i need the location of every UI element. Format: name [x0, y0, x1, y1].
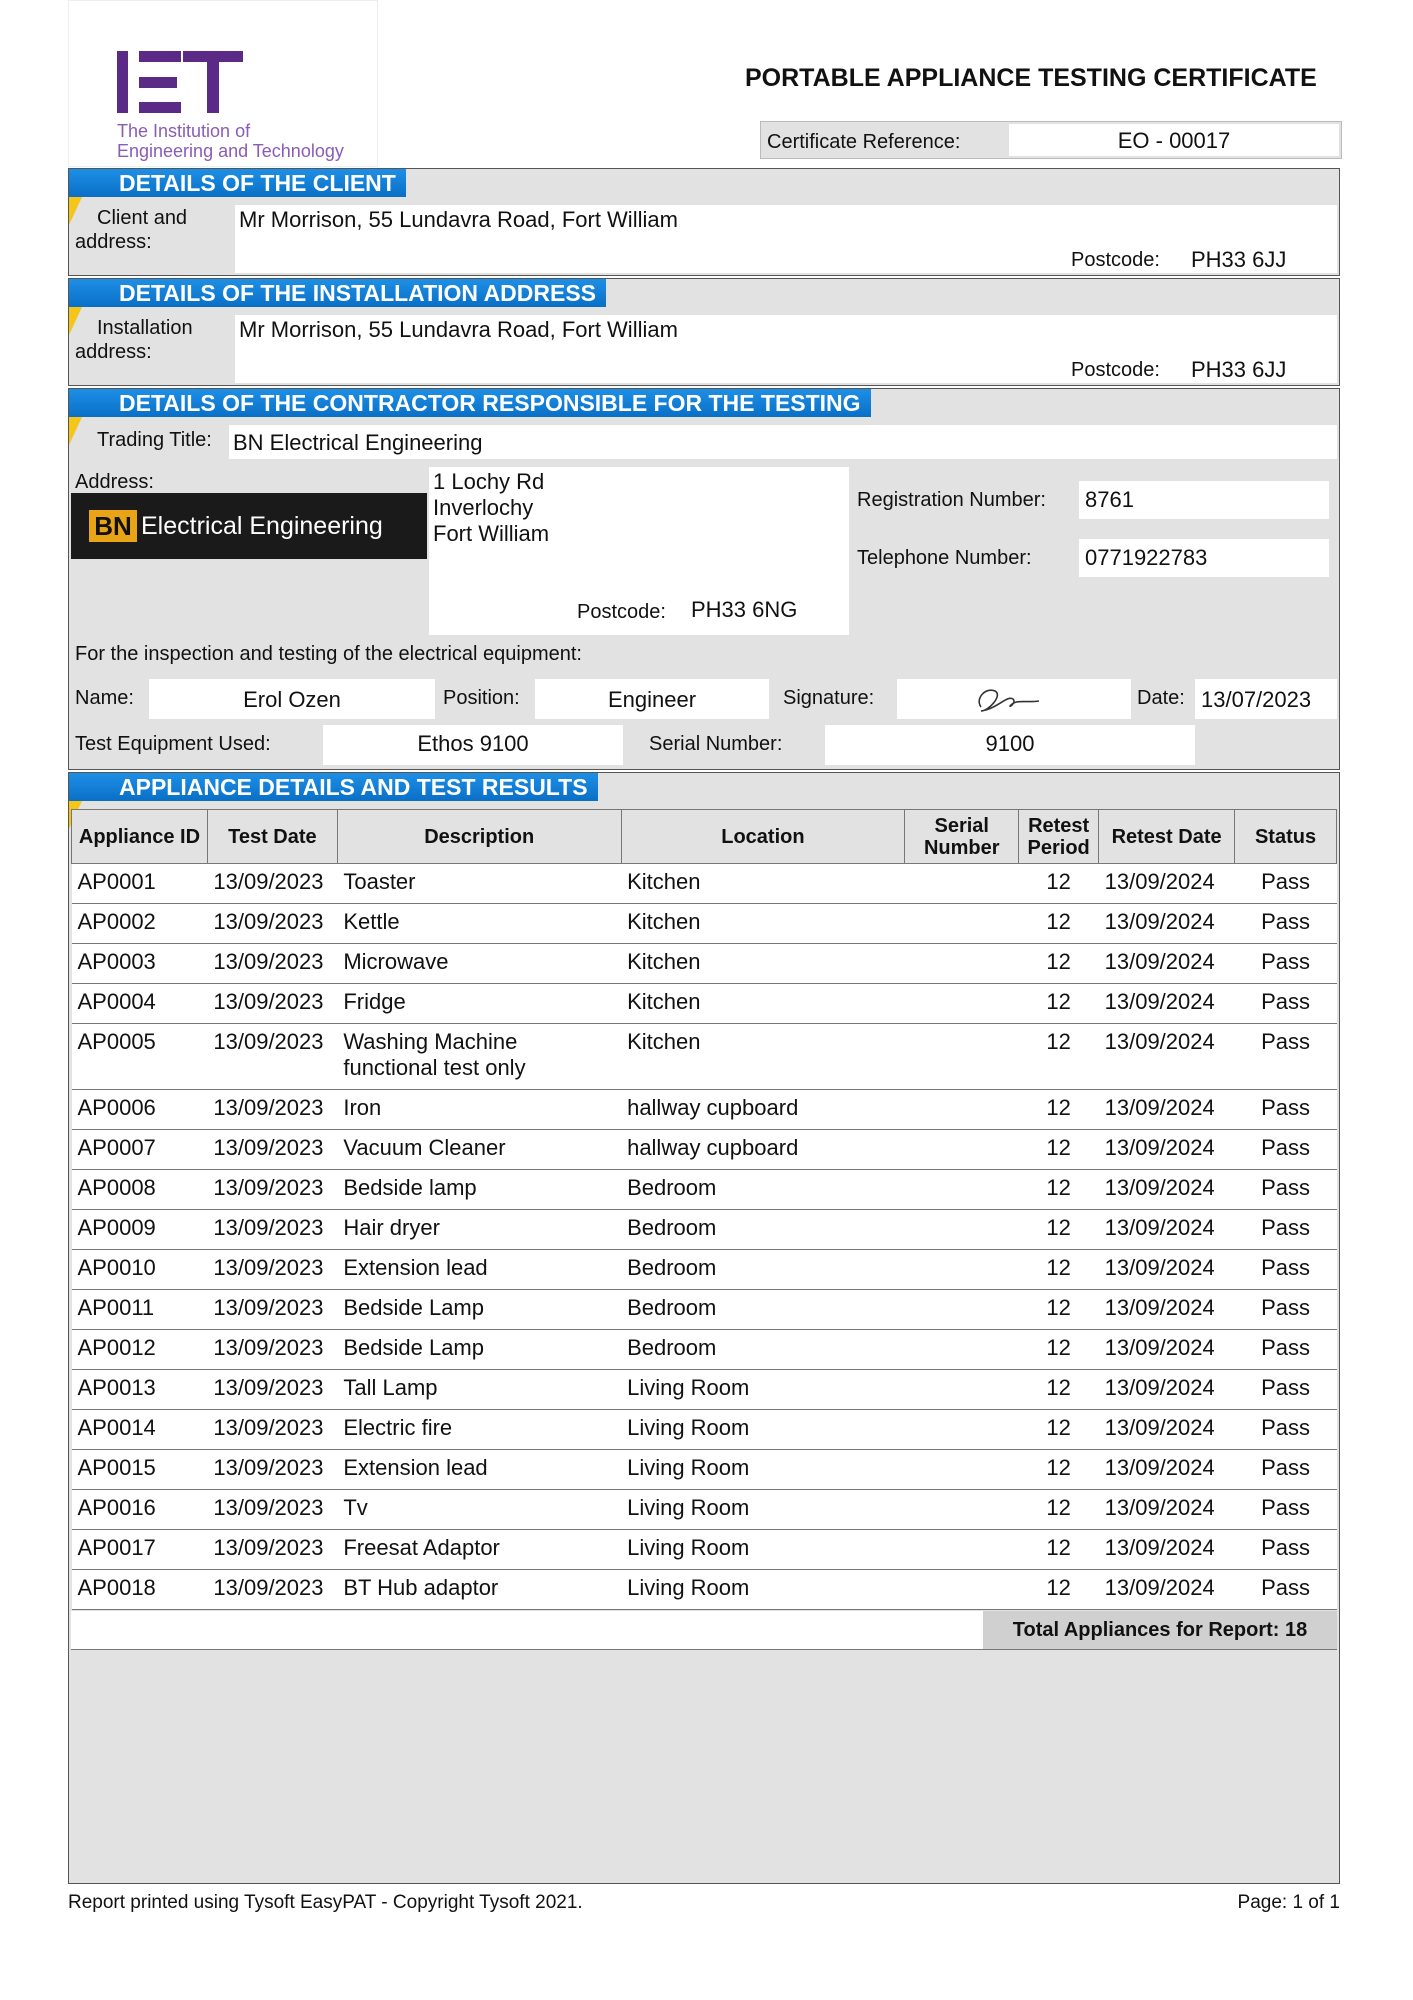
- results-section-title: APPLIANCE DETAILS AND TEST RESULTS: [69, 773, 598, 801]
- cell-location: Living Room: [621, 1570, 905, 1610]
- iet-logo-mark: [117, 49, 247, 115]
- cell-appliance-id: AP0010: [72, 1250, 208, 1290]
- header-serial-line-2: Number: [923, 836, 1000, 859]
- cell-appliance-id: AP0014: [72, 1410, 208, 1450]
- contractor-postcode: PH33 6NG: [691, 597, 798, 622]
- equipment-value: Ethos 9100: [417, 731, 529, 756]
- serial-value: 9100: [985, 731, 1035, 756]
- cell-retest-period: 12: [1019, 1450, 1099, 1490]
- cell-appliance-id: AP0017: [72, 1530, 208, 1570]
- cell-appliance-id: AP0001: [72, 864, 208, 904]
- client-section: [68, 168, 1340, 276]
- cell-status: Pass: [1235, 1330, 1337, 1370]
- header-period-line-2: Period: [1027, 836, 1090, 859]
- cell-test-date: 13/09/2023: [207, 1090, 337, 1130]
- cell-description: Extension lead: [337, 1250, 621, 1290]
- cell-test-date: 13/09/2023: [207, 1530, 337, 1570]
- name-label: Name:: [75, 687, 134, 709]
- cell-retest-date: 13/09/2024: [1099, 864, 1235, 904]
- serial-field: [825, 725, 1195, 765]
- telephone-value: 0771922783: [1085, 545, 1208, 570]
- cell-retest-date: 13/09/2024: [1099, 904, 1235, 944]
- description-line-2: functional test only: [343, 1055, 526, 1080]
- cell-status: Pass: [1235, 864, 1337, 904]
- installation-label-2: address:: [75, 341, 152, 363]
- table-row: [72, 1490, 1337, 1530]
- cell-serial-number: [905, 1570, 1019, 1610]
- cell-retest-date: 13/09/2024: [1099, 944, 1235, 984]
- certificate-ref-field: [1009, 124, 1339, 156]
- cell-status: Pass: [1235, 1090, 1337, 1130]
- cell-description: Iron: [337, 1090, 621, 1130]
- cell-description: BT Hub adaptor: [337, 1570, 621, 1610]
- header-period-line-1: Retest: [1028, 814, 1090, 837]
- table-row: [72, 1210, 1337, 1250]
- cell-appliance-id: AP0013: [72, 1370, 208, 1410]
- cell-retest-period: 12: [1019, 1570, 1099, 1610]
- registration-label: Registration Number:: [857, 489, 1046, 511]
- cell-serial-number: [905, 904, 1019, 944]
- cell-retest-date: 13/09/2024: [1099, 1250, 1235, 1290]
- cell-test-date: 13/09/2023: [207, 1330, 337, 1370]
- cell-location: hallway cupboard: [621, 1130, 905, 1170]
- certificate-ref-label: Certificate Reference:: [767, 131, 961, 153]
- cell-retest-date: 13/09/2024: [1099, 1024, 1235, 1090]
- cell-description: Tall Lamp: [337, 1370, 621, 1410]
- client-label-1: Client and: [97, 207, 188, 229]
- results-section: [68, 772, 1340, 1884]
- cell-retest-period: 12: [1019, 1290, 1099, 1330]
- date-value: 13/07/2023: [1201, 687, 1312, 712]
- cell-location: Living Room: [621, 1450, 905, 1490]
- installation-label-1: Installation: [97, 317, 193, 339]
- client-label-2: address:: [75, 231, 152, 253]
- cell-status: Pass: [1235, 1450, 1337, 1490]
- position-label: Position:: [443, 687, 520, 709]
- cell-test-date: 13/09/2023: [207, 1130, 337, 1170]
- bn-logo-badge: BN: [89, 510, 137, 542]
- header-retest-date: Retest Date: [1099, 810, 1235, 864]
- installation-section-title: DETAILS OF THE INSTALLATION ADDRESS: [69, 279, 606, 307]
- cell-serial-number: [905, 1170, 1019, 1210]
- client-postcode-label: Postcode:: [1071, 249, 1160, 271]
- cell-serial-number: [905, 1530, 1019, 1570]
- cell-appliance-id: AP0004: [72, 984, 208, 1024]
- cell-test-date: 13/09/2023: [207, 1170, 337, 1210]
- cell-appliance-id: AP0015: [72, 1450, 208, 1490]
- cell-test-date: 13/09/2023: [207, 1250, 337, 1290]
- cell-location: Kitchen: [621, 1024, 905, 1090]
- trading-title-value: BN Electrical Engineering: [233, 430, 483, 455]
- cell-serial-number: [905, 984, 1019, 1024]
- cell-location: Living Room: [621, 1490, 905, 1530]
- cell-retest-period: 12: [1019, 1410, 1099, 1450]
- cell-retest-period: 12: [1019, 864, 1099, 904]
- inspection-note: For the inspection and testing of the electrical equipment:: [75, 643, 582, 665]
- cell-retest-period: 12: [1019, 944, 1099, 984]
- logo-line-1: The Institution of: [117, 121, 251, 141]
- cell-retest-date: 13/09/2024: [1099, 1530, 1235, 1570]
- installation-address-field: [235, 315, 1337, 383]
- cell-location: Bedroom: [621, 1250, 905, 1290]
- cell-status: Pass: [1235, 1210, 1337, 1250]
- cell-description: Bedside Lamp: [337, 1330, 621, 1370]
- table-row: [72, 1024, 1337, 1090]
- cell-description: Toaster: [337, 864, 621, 904]
- results-table: [71, 809, 1337, 1610]
- client-address-field: [235, 205, 1337, 273]
- cell-location: Living Room: [621, 1530, 905, 1570]
- cell-description: Kettle: [337, 904, 621, 944]
- serial-label: Serial Number:: [649, 733, 783, 755]
- table-row: [72, 944, 1337, 984]
- cell-test-date: 13/09/2023: [207, 944, 337, 984]
- cell-test-date: 13/09/2023: [207, 1290, 337, 1330]
- cell-appliance-id: AP0007: [72, 1130, 208, 1170]
- trading-title-field: [229, 425, 1337, 459]
- table-row: [72, 1250, 1337, 1290]
- cell-test-date: 13/09/2023: [207, 1570, 337, 1610]
- cell-location: Bedroom: [621, 1210, 905, 1250]
- cell-retest-period: 12: [1019, 1490, 1099, 1530]
- cell-location: Living Room: [621, 1370, 905, 1410]
- bn-logo-text: Electrical Engineering: [141, 512, 383, 540]
- cell-description: [337, 1024, 621, 1090]
- client-section-title: DETAILS OF THE CLIENT: [69, 169, 406, 197]
- cell-status: Pass: [1235, 1530, 1337, 1570]
- cell-description: Microwave: [337, 944, 621, 984]
- cell-appliance-id: AP0002: [72, 904, 208, 944]
- cell-serial-number: [905, 1370, 1019, 1410]
- cell-description: Tv: [337, 1490, 621, 1530]
- cell-location: Living Room: [621, 1410, 905, 1450]
- certificate-ref-value: EO - 00017: [1117, 128, 1231, 153]
- cell-retest-period: 12: [1019, 1130, 1099, 1170]
- header-serial-number: [905, 810, 1019, 864]
- cell-test-date: 13/09/2023: [207, 984, 337, 1024]
- cell-status: Pass: [1235, 1250, 1337, 1290]
- signature-label: Signature:: [783, 687, 875, 709]
- client-postcode: PH33 6JJ: [1191, 247, 1287, 272]
- table-row: [72, 1530, 1337, 1570]
- header-description: Description: [337, 810, 621, 864]
- registration-field: [1079, 481, 1329, 519]
- client-address: Mr Morrison, 55 Lundavra Road, Fort William: [239, 207, 678, 232]
- header-serial-line-1: Serial: [934, 814, 989, 837]
- table-row: [72, 1130, 1337, 1170]
- address-line-2: Inverlochy: [433, 495, 534, 520]
- date-label: Date:: [1137, 687, 1185, 709]
- cell-serial-number: [905, 1250, 1019, 1290]
- cell-test-date: 13/09/2023: [207, 1024, 337, 1090]
- cell-retest-period: 12: [1019, 1090, 1099, 1130]
- cell-status: Pass: [1235, 1290, 1337, 1330]
- name-field: [149, 679, 435, 719]
- certificate-ref-box: [760, 121, 1342, 159]
- address-label: Address:: [75, 471, 154, 493]
- cell-test-date: 13/09/2023: [207, 904, 337, 944]
- cell-appliance-id: AP0018: [72, 1570, 208, 1610]
- position-field: [535, 679, 769, 719]
- cell-location: Bedroom: [621, 1170, 905, 1210]
- cell-description: Freesat Adaptor: [337, 1530, 621, 1570]
- cell-retest-date: 13/09/2024: [1099, 1170, 1235, 1210]
- cell-description: Bedside lamp: [337, 1170, 621, 1210]
- contractor-section: [68, 388, 1340, 770]
- total-appliances: Total Appliances for Report: 18: [983, 1611, 1337, 1649]
- cell-location: Kitchen: [621, 904, 905, 944]
- cell-retest-period: 12: [1019, 1370, 1099, 1410]
- footer-printed-by: Report printed using Tysoft EasyPAT - Copyright Tysoft 2021.: [68, 1892, 583, 1913]
- table-header-row: [72, 810, 1337, 864]
- cell-test-date: 13/09/2023: [207, 1210, 337, 1250]
- cell-status: Pass: [1235, 944, 1337, 984]
- cell-description: Bedside Lamp: [337, 1290, 621, 1330]
- cell-location: Bedroom: [621, 1290, 905, 1330]
- cell-test-date: 13/09/2023: [207, 1370, 337, 1410]
- signature-field: [897, 679, 1131, 719]
- page-title: PORTABLE APPLIANCE TESTING CERTIFICATE: [745, 64, 1317, 92]
- cell-description: Extension lead: [337, 1450, 621, 1490]
- cell-serial-number: [905, 1130, 1019, 1170]
- cell-retest-date: 13/09/2024: [1099, 1410, 1235, 1450]
- cell-retest-period: 12: [1019, 1210, 1099, 1250]
- cell-retest-date: 13/09/2024: [1099, 1490, 1235, 1530]
- cell-appliance-id: AP0009: [72, 1210, 208, 1250]
- cell-retest-period: 12: [1019, 1530, 1099, 1570]
- installation-address: Mr Morrison, 55 Lundavra Road, Fort William: [239, 317, 678, 342]
- cell-retest-date: 13/09/2024: [1099, 1450, 1235, 1490]
- cell-serial-number: [905, 864, 1019, 904]
- cell-appliance-id: AP0011: [72, 1290, 208, 1330]
- cell-status: Pass: [1235, 984, 1337, 1024]
- trading-title-label: Trading Title:: [97, 429, 212, 451]
- cell-status: Pass: [1235, 1130, 1337, 1170]
- signature-image: [967, 681, 1067, 717]
- iet-logo-text: [117, 121, 344, 161]
- cell-appliance-id: AP0016: [72, 1490, 208, 1530]
- cell-serial-number: [905, 1450, 1019, 1490]
- telephone-field: [1079, 539, 1329, 577]
- cell-retest-date: 13/09/2024: [1099, 1130, 1235, 1170]
- table-row: [72, 1410, 1337, 1450]
- cell-retest-period: 12: [1019, 984, 1099, 1024]
- equipment-field: [323, 725, 623, 765]
- bn-logo: [71, 493, 427, 559]
- cell-retest-date: 13/09/2024: [1099, 1090, 1235, 1130]
- date-field: [1195, 679, 1337, 719]
- cell-serial-number: [905, 1490, 1019, 1530]
- installation-postcode-label: Postcode:: [1071, 359, 1160, 381]
- table-row: [72, 1330, 1337, 1370]
- cell-serial-number: [905, 1090, 1019, 1130]
- cell-status: Pass: [1235, 1024, 1337, 1090]
- address-line-3: Fort William: [433, 521, 550, 546]
- cell-retest-date: 13/09/2024: [1099, 1210, 1235, 1250]
- installation-section: [68, 278, 1340, 386]
- cell-retest-period: 12: [1019, 1250, 1099, 1290]
- cell-retest-date: 13/09/2024: [1099, 1370, 1235, 1410]
- contractor-address-field: [429, 467, 849, 635]
- cell-status: Pass: [1235, 1570, 1337, 1610]
- cell-serial-number: [905, 1290, 1019, 1330]
- cell-status: Pass: [1235, 1410, 1337, 1450]
- logo-area: [68, 0, 378, 167]
- header-test-date: Test Date: [207, 810, 337, 864]
- cell-location: hallway cupboard: [621, 1090, 905, 1130]
- cell-appliance-id: AP0006: [72, 1090, 208, 1130]
- total-bar: [71, 1611, 1337, 1650]
- cell-serial-number: [905, 1024, 1019, 1090]
- cell-appliance-id: AP0012: [72, 1330, 208, 1370]
- cell-location: Bedroom: [621, 1330, 905, 1370]
- cell-appliance-id: AP0003: [72, 944, 208, 984]
- cell-retest-period: 12: [1019, 1330, 1099, 1370]
- cell-description: Vacuum Cleaner: [337, 1130, 621, 1170]
- cell-status: Pass: [1235, 1490, 1337, 1530]
- header-retest-period: [1019, 810, 1099, 864]
- table-row: [72, 904, 1337, 944]
- contractor-section-title: DETAILS OF THE CONTRACTOR RESPONSIBLE FOR THE TESTING: [69, 389, 871, 417]
- cell-status: Pass: [1235, 1170, 1337, 1210]
- table-row: [72, 1170, 1337, 1210]
- table-row: [72, 1090, 1337, 1130]
- table-row: [72, 984, 1337, 1024]
- table-row: [72, 1450, 1337, 1490]
- cell-test-date: 13/09/2023: [207, 1490, 337, 1530]
- cell-retest-date: 13/09/2024: [1099, 1570, 1235, 1610]
- cell-test-date: 13/09/2023: [207, 1450, 337, 1490]
- footer-page-number: Page: 1 of 1: [1237, 1892, 1340, 1913]
- equipment-label: Test Equipment Used:: [75, 733, 271, 755]
- description-line-1: Washing Machine: [343, 1029, 518, 1054]
- cell-retest-period: 12: [1019, 1024, 1099, 1090]
- logo-line-2: Engineering and Technology: [117, 141, 344, 161]
- telephone-label: Telephone Number:: [857, 547, 1032, 569]
- cell-serial-number: [905, 1410, 1019, 1450]
- cell-retest-period: 12: [1019, 1170, 1099, 1210]
- cell-test-date: 13/09/2023: [207, 864, 337, 904]
- cell-test-date: 13/09/2023: [207, 1410, 337, 1450]
- registration-value: 8761: [1085, 487, 1134, 512]
- cell-serial-number: [905, 1330, 1019, 1370]
- cell-retest-period: 12: [1019, 904, 1099, 944]
- table-row: [72, 1290, 1337, 1330]
- cell-appliance-id: AP0005: [72, 1024, 208, 1090]
- cell-appliance-id: AP0008: [72, 1170, 208, 1210]
- cell-serial-number: [905, 1210, 1019, 1250]
- table-row: [72, 1570, 1337, 1610]
- contractor-postcode-label: Postcode:: [577, 601, 666, 623]
- cell-serial-number: [905, 944, 1019, 984]
- header-location: Location: [621, 810, 905, 864]
- name-value: Erol Ozen: [243, 687, 341, 712]
- cell-description: Hair dryer: [337, 1210, 621, 1250]
- cell-location: Kitchen: [621, 984, 905, 1024]
- cell-status: Pass: [1235, 1370, 1337, 1410]
- table-row: [72, 864, 1337, 904]
- cell-description: Fridge: [337, 984, 621, 1024]
- cell-status: Pass: [1235, 904, 1337, 944]
- header-appliance-id: Appliance ID: [72, 810, 208, 864]
- cell-retest-date: 13/09/2024: [1099, 984, 1235, 1024]
- cell-location: Kitchen: [621, 944, 905, 984]
- cell-description: Electric fire: [337, 1410, 621, 1450]
- cell-retest-date: 13/09/2024: [1099, 1290, 1235, 1330]
- cell-retest-date: 13/09/2024: [1099, 1330, 1235, 1370]
- installation-postcode: PH33 6JJ: [1191, 357, 1287, 382]
- position-value: Engineer: [607, 687, 697, 712]
- header-status: Status: [1235, 810, 1337, 864]
- table-row: [72, 1370, 1337, 1410]
- cell-location: Kitchen: [621, 864, 905, 904]
- address-line-1: 1 Lochy Rd: [433, 469, 545, 494]
